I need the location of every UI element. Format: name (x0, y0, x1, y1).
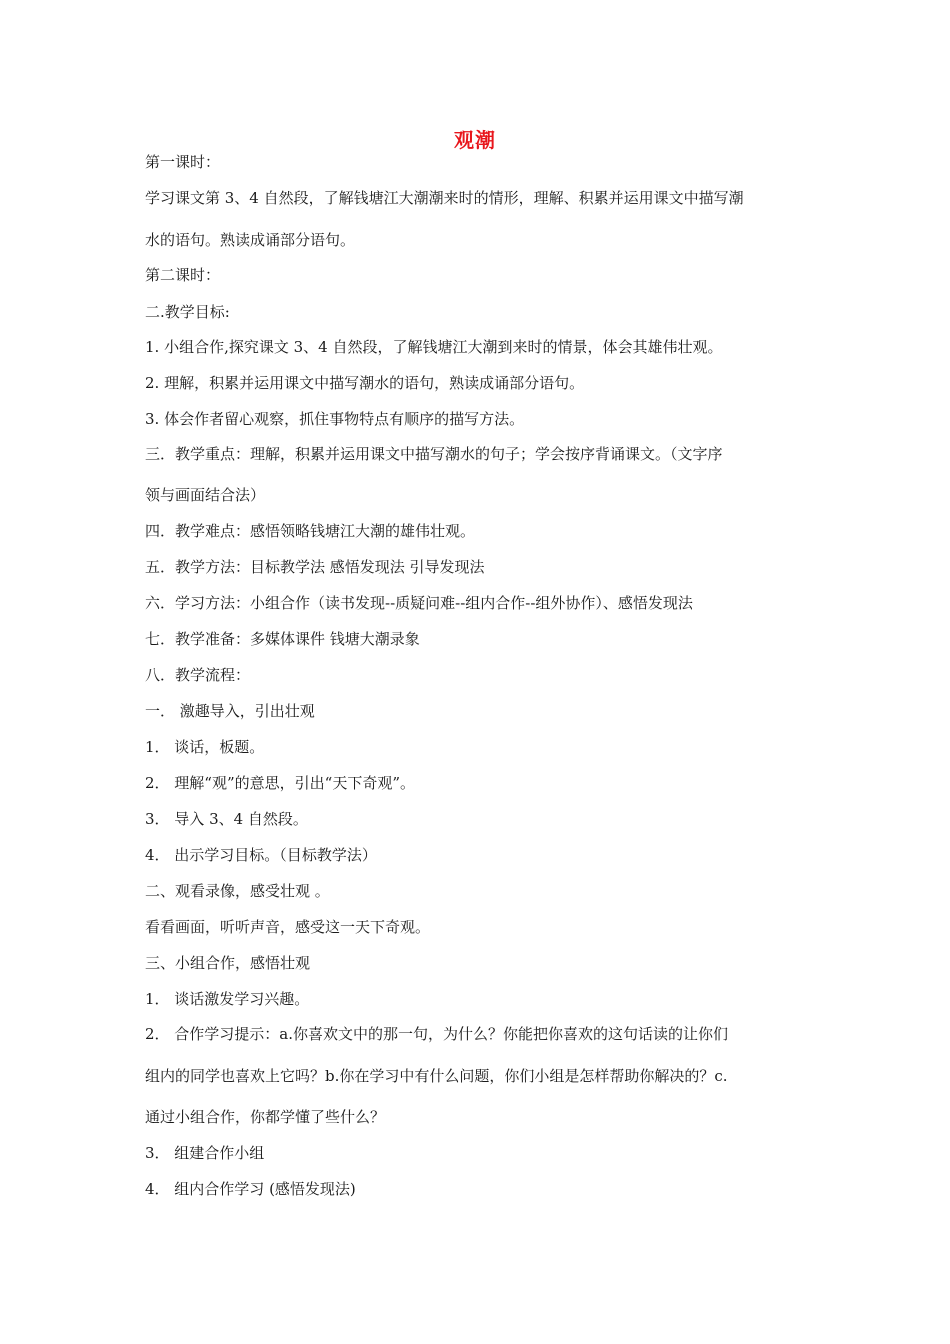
text-line: 组内的同学也喜欢上它吗？b.你在学习中有什么问题，你们小组是怎样帮助你解决的？c. (145, 1067, 728, 1085)
text-line: 1. 小组合作,探究课文 3、4 自然段，了解钱塘江大潮到来时的情景，体会其雄伟壮观。 (145, 338, 723, 356)
text-line: 2． 理解“观”的意思，引出“天下奇观”。 (145, 774, 415, 792)
text-line: 六．学习方法：小组合作（读书发现--质疑问难--组内合作--组外协作）、感悟发现法 (145, 594, 693, 612)
text-line: 五．教学方法：目标教学法 感悟发现法 引导发现法 (145, 558, 485, 576)
text-line: 通过小组合作，你都学懂了些什么？ (145, 1108, 386, 1126)
text-line: 水的语句。熟读成诵部分语句。 (145, 231, 356, 249)
text-line: 3． 导入 3、4 自然段。 (145, 810, 308, 828)
text-line: 2． 合作学习提示：a.你喜欢文中的那一句，为什么？你能把你喜欢的这句话读的让你们 (145, 1025, 729, 1043)
text-line: 二.教学目标: (145, 303, 230, 321)
text-line: 2. 理解，积累并运用课文中描写潮水的语句，熟读成诵部分语句。 (145, 374, 585, 392)
text-line: 领与画面结合法） (145, 486, 266, 504)
text-line: 4． 组内合作学习 (感悟发现法) (145, 1180, 356, 1198)
text-line: 1． 谈话激发学习兴趣。 (145, 990, 310, 1008)
text-line: 一． 激趣导入，引出壮观 (145, 702, 315, 720)
text-line: 四．教学难点：感悟领略钱塘江大潮的雄伟壮观。 (145, 522, 476, 540)
text-line: 第二课时： (145, 266, 221, 284)
text-line: 八．教学流程： (145, 666, 251, 684)
document-title: 观潮 (454, 128, 496, 152)
text-line: 4． 出示学习目标。（目标教学法） (145, 846, 377, 864)
text-line: 3. 体会作者留心观察，抓住事物特点有顺序的描写方法。 (145, 410, 525, 428)
text-line: 1． 谈话，板题。 (145, 738, 265, 756)
text-line: 3． 组建合作小组 (145, 1144, 265, 1162)
text-line: 七．教学准备：多媒体课件 钱塘大潮录象 (145, 630, 420, 648)
text-line: 三．教学重点：理解，积累并运用课文中描写潮水的句子；学会按序背诵课文。（文字序 (145, 445, 723, 463)
text-line: 三、小组合作，感悟壮观 (145, 954, 311, 972)
text-line: 学习课文第 3、4 自然段，了解钱塘江大潮潮来时的情形，理解、积累并运用课文中描写潮 (145, 189, 744, 207)
text-line: 第一课时： (145, 153, 221, 171)
text-line: 二、观看录像，感受壮观 。 (145, 882, 330, 900)
text-line: 看看画面，听听声音，感受这一天下奇观。 (145, 918, 431, 936)
